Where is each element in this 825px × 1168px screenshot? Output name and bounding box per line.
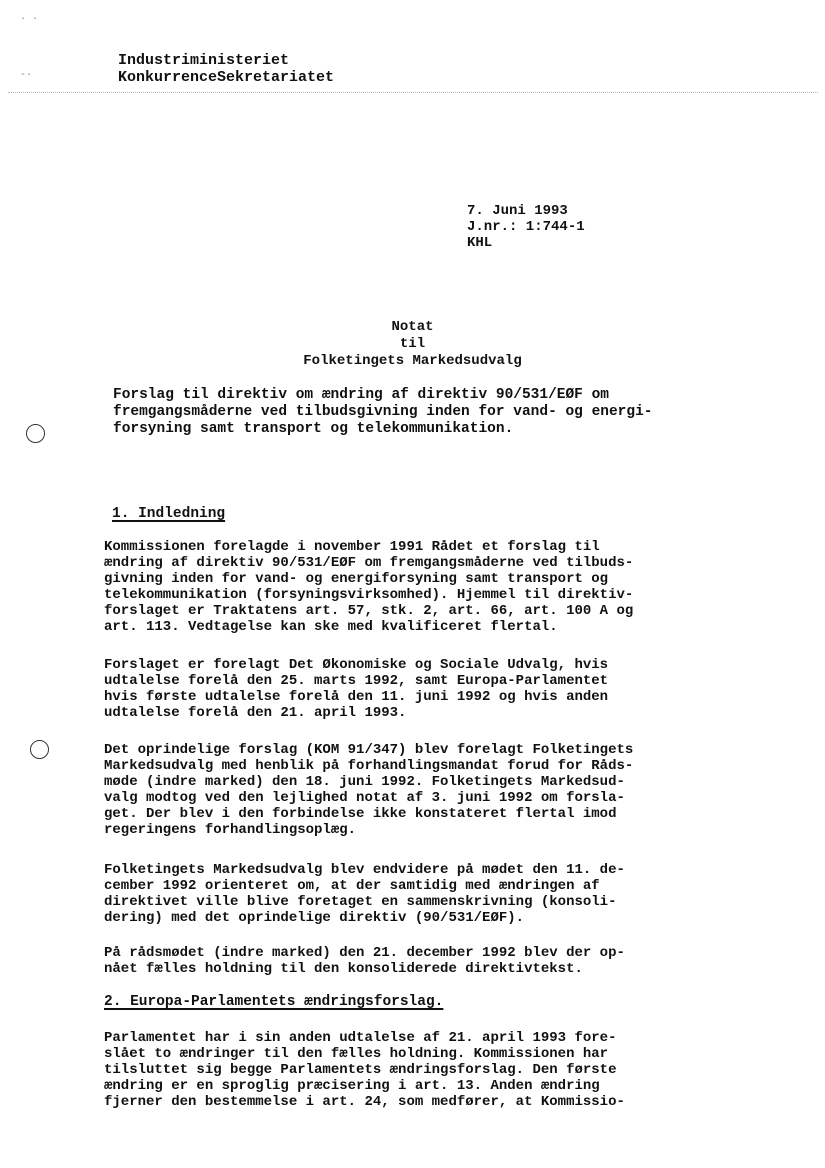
reference-block: [467, 203, 585, 251]
paragraph: Forslaget er forelagt Det Økonomiske og Sociale Udvalg, hvis udtalelse forelå den 25. marts 1992, samt Europa-Parlamentet hvis første udtalelse forelå den 11. juni 1992 og hvis anden udtalelse forelå den 21. april 1993.: [104, 657, 609, 721]
scan-speck: · ·: [20, 14, 39, 25]
journal-number: J.nr.: 1:744-1: [467, 219, 585, 235]
letterhead: [118, 52, 334, 86]
punch-hole: [26, 424, 45, 443]
title-til: til: [399, 336, 426, 352]
paragraph: På rådsmødet (indre marked) den 21. december 1992 blev der op- nået fælles holdning til den konsoliderede direktivtekst.: [104, 945, 625, 977]
secretariat-name: KonkurrenceSekretariatet: [118, 69, 335, 86]
section-heading: 1. Indledning: [112, 506, 226, 522]
paragraph: Kommissionen forelagde i november 1991 Rådet et forslag til ændring af direktiv 90/531/EØF om fremgangsmåderne ved tilbuds- givning inden for vand- og energiforsyning samt transport og telekommunikation (forsyningsvirksomhed). Hjemmel til direktiv- forslaget er Traktatens art. 57, stk. 2, art. 66, art. 100 A og art. 113. Vedtagelse kan ske med kvalificeret flertal.: [104, 539, 634, 635]
section-heading: 2. Europa-Parlamentets ændringsforslag.: [104, 994, 444, 1010]
paragraph: Folketingets Markedsudvalg blev endvidere på mødet den 11. de- cember 1992 orienteret om, at der samtidig med ændringen af direktivet ville blive foretaget en sammenskrivning (konsoli- dering) med det oprindelige direktiv (90/531/EØF).: [104, 862, 625, 926]
paragraph: Det oprindelige forslag (KOM 91/347) blev forelagt Folketingets Markedsudvalg med henblik på forhandlingsmandat forud for Råds- møde (indre marked) den 18. juni 1992. Folketingets Markedsud- valg modtog ved den lejlighed notat af 3. juni 1992 om forsla- get. Der blev i den forbindelse ikke konstateret flertal imod regeringens forhandlingsoplæg.: [104, 742, 634, 838]
paragraph: Parlamentet har i sin anden udtalelse af 21. april 1993 fore- slået to ændringer til den fælles holdning. Kommissionen har tilsluttet sig begge Parlamentets ændringsforslag. Den første ændring er en sproglig præcisering i art. 13. Anden ændring fjerner den bestemmelse i art. 24, som medfører, at Kommissio-: [104, 1030, 625, 1110]
subject-line: Forslag til direktiv om ændring af direktiv 90/531/EØF om fremgangsmåderne ved tilbudsgivning inden for vand- og energi- forsyning samt transport og telekommunikation.: [113, 387, 653, 437]
title-recipient: Folketingets Markedsudvalg: [303, 353, 522, 369]
ministry-name: Industriministeriet: [118, 52, 290, 69]
title-notat: Notat: [391, 319, 434, 335]
punch-hole: [30, 740, 49, 759]
header-divider: [8, 92, 818, 93]
scan-speck: -·: [20, 70, 33, 81]
author-initials: KHL: [467, 235, 493, 251]
document-date: 7. Juni 1993: [467, 203, 568, 219]
